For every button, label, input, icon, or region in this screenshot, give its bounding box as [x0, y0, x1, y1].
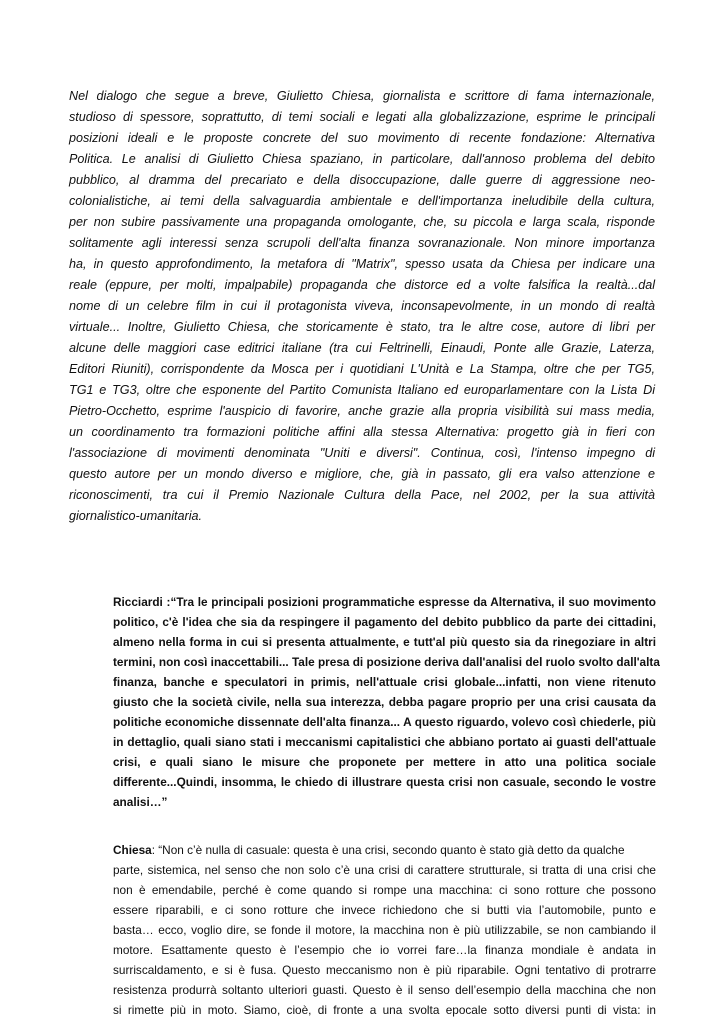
intro-line: Nel dialogo che segue a breve, Giulietto Chiesa, giornalista e scrittore di fama internazionale,: [69, 89, 655, 103]
intro-line: reale (eppure, per molti, impalpabile) propaganda che distorce ed a volte falsifica la realtà...dal: [69, 278, 655, 292]
question-line: termini, non così inaccettabili... Tale presa di posizione deriva dall'analisi del ruolo svolto dall'alta: [113, 655, 660, 669]
answer-line: resistenza produrrà soltanto ulteriori guasti. Questo è il senso dell’esempio della macchina che non: [113, 983, 656, 997]
question-line: politico, c'è l'idea che sia da respingere il pagamento del debito pubblico da parte dei cittadini,: [113, 615, 656, 629]
answer-line: essere riparabili, e ci sono rotture che invece richiedono che si butti via l’automobile, punto e: [113, 903, 656, 917]
answer-line: si rimette più in moto. Siamo, cioè, di fronte a una svolta epocale sotto diversi punti di vista: in: [113, 1003, 656, 1017]
intro-line: riconoscimenti, tra cui il Premio Nazionale Cultura della Pace, nel 2002, per la sua attività: [69, 488, 655, 502]
intro-line: un coordinamento tra formazioni politiche affini alla stessa Alternativa: progetto già in fieri con: [69, 425, 655, 439]
answer-line: motore. Esattamente questo è l’esempio che io vorrei fare…la finanza mondiale è andata in: [113, 943, 656, 957]
intro-line: colonialistiche, ai temi della salvaguardia ambientale e dell'importanza ineludibile della cultura,: [69, 194, 655, 208]
intro-line: Pietro-Occhetto, esprime l'auspicio di favorire, anche grazie alla propria visibilità sui mass media,: [69, 404, 655, 418]
answer-line: parte, sistemica, nel senso che non solo c’è una crisi di carattere strutturale, si tratta di una crisi che: [113, 863, 656, 877]
speaker-name: Chiesa: [113, 843, 152, 857]
intro-line: posizioni ideali e le proposte concrete del suo movimento di recente fondazione: Alternativa: [69, 131, 655, 145]
question-line: Ricciardi :“Tra le principali posizioni programmatiche espresse da Alternativa, il suo movimento: [113, 595, 656, 609]
intro-line: pubblico, al dramma del precariato e della disoccupazione, dalle guerre di aggressione neo-: [69, 173, 655, 187]
intro-line: giornalistico-umanitaria.: [69, 509, 202, 523]
answer-first-line: [113, 840, 656, 860]
intro-line: alcune delle maggiori case editrici italiane (tra cui Feltrinelli, Einaudi, Ponte alle Grazie, Laterza,: [69, 341, 655, 355]
question-line: crisi, e quali siano le misure che proponete per mettere in atto una politica sociale: [113, 755, 656, 769]
answer-line: surriscaldamento, e si è fusa. Questo meccanismo non è più riparabile. Ogni tentativo di protrarre: [113, 963, 656, 977]
question-line: politiche economiche dissennate dell'alta finanza... A questo riguardo, volevo così chiederle, più: [113, 715, 656, 729]
intro-line: TG1 e TG3, oltre che esponente del Partito Comunista Italiano ed europarlamentare con la Lista Di: [69, 383, 655, 397]
intro-line: ha, in questo approfondimento, la metafora di "Matrix", spesso usata da Chiesa per indicare una: [69, 257, 655, 271]
intro-line: Editori Riuniti), corrispondente da Mosca per i quotidiani L'Unità e La Stampa, oltre che per TG5,: [69, 362, 655, 376]
question-line: finanza, banche e speculatori in primis, nell'attuale crisi globale...infatti, non viene ritenuto: [113, 675, 656, 689]
answer-line: non è emendabile, perché è come quando si rompe una macchina: ci sono rotture che possono: [113, 883, 656, 897]
intro-line: l'associazione di movimenti denominata "Uniti e diversi". Continua, così, l'intenso impegno di: [69, 446, 655, 460]
intro-line: nome di un celebre film in cui il protagonista viveva, inconsapevolmente, in un mondo di realtà: [69, 299, 655, 313]
intro-line: studioso di spessore, soprattutto, di temi sociali e legati alla globalizzazione, esprime le principali: [69, 110, 655, 124]
intro-line: Politica. Le analisi di Giulietto Chiesa spaziano, in particolare, dall'annoso problema del debito: [69, 152, 655, 166]
question-line: in dettaglio, quali siano stati i meccanismi capitalistici che abbiano portato ai guasti dell'attuale: [113, 735, 656, 749]
answer-text: : “Non c’è nulla di casuale: questa è una crisi, secondo quanto è stato già detto da qualche: [151, 843, 625, 857]
question-line: almeno nella forma in cui si presenta attualmente, e tutt'al più questo sia da rinegoziare in altri: [113, 635, 656, 649]
intro-line: solitamente agli interessi senza scrupoli dell'alta finanza sovranazionale. Non minore importanza: [69, 236, 655, 250]
question-line: giusto che la società civile, nella sua interezza, debba pagare proprio per una crisi causata da: [113, 695, 656, 709]
intro-line: virtuale... Inoltre, Giulietto Chiesa, che storicamente è stato, tra le altre cose, autore di libri per: [69, 320, 655, 334]
intro-line: per non subire passivamente una propaganda omologante, che, su piccola e larga scala, risponde: [69, 215, 655, 229]
question-line: analisi…”: [113, 795, 168, 809]
intro-line: questo autore per un mondo diverso e migliore, che, già in passato, gli era valso attenzione e: [69, 467, 655, 481]
answer-line: basta… ecco, voglio dire, se fonde il motore, la macchina non è più utilizzabile, se non cambiando il: [113, 923, 656, 937]
question-line: differente...Quindi, insomma, le chiedo di illustrare questa crisi non casuale, secondo le vostre: [113, 775, 656, 789]
